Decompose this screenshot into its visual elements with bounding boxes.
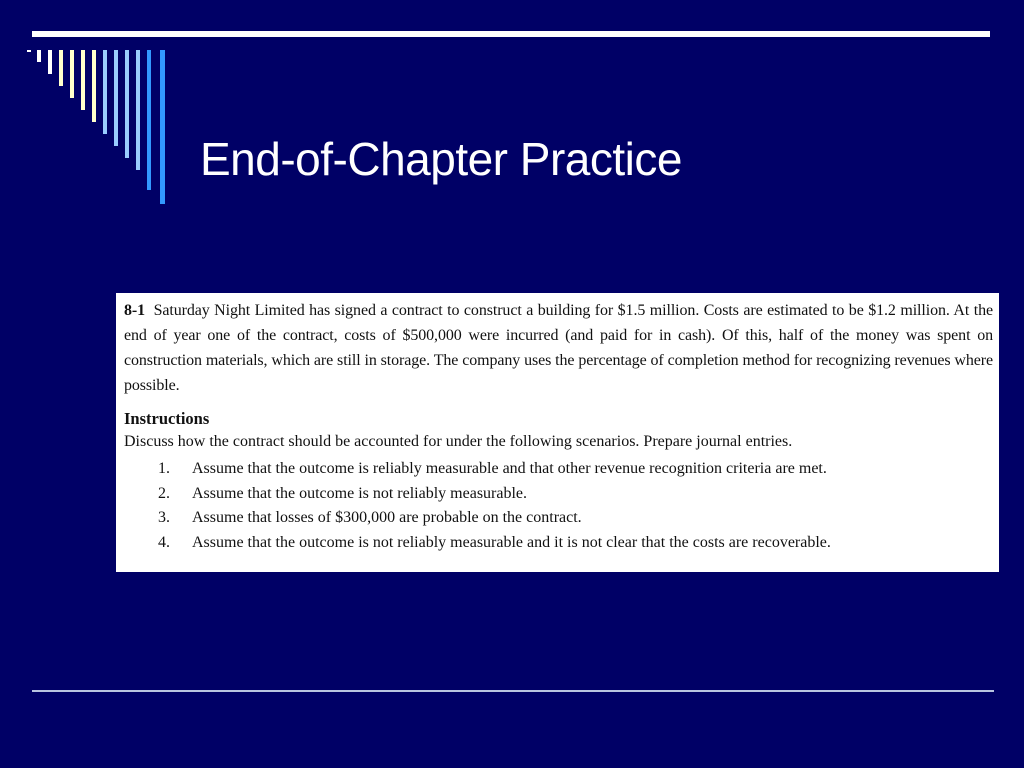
scenario-number: 4. bbox=[158, 533, 170, 551]
scenario-item bbox=[124, 457, 993, 482]
decorative-bars bbox=[0, 0, 180, 210]
decorative-bar bbox=[103, 50, 107, 134]
decorative-bar bbox=[70, 50, 74, 98]
scenario-list bbox=[124, 457, 993, 555]
scenario-text: Assume that losses of $300,000 are probable on the contract. bbox=[192, 509, 582, 526]
exercise-box bbox=[116, 293, 999, 572]
scenario-text: Assume that the outcome is not reliably measurable. bbox=[192, 484, 528, 502]
decorative-bar bbox=[136, 50, 140, 170]
decorative-bar bbox=[160, 50, 165, 204]
slide-title: End-of-Chapter Practice bbox=[200, 133, 682, 185]
scenario-number: 1. bbox=[158, 460, 170, 477]
decorative-bar bbox=[125, 50, 129, 158]
instructions-text: Discuss how the contract should be accounted for under the following scenarios. Prepare journal entries. bbox=[124, 433, 793, 450]
decorative-bar bbox=[92, 50, 96, 122]
scenario-number: 2. bbox=[158, 484, 170, 502]
decorative-bar bbox=[48, 50, 52, 74]
scenario-item bbox=[124, 506, 993, 531]
scenario-text: Assume that the outcome is not reliably measurable and it is not clear that the costs are recoverable. bbox=[192, 533, 831, 551]
problem-number: 8-1 bbox=[124, 302, 146, 319]
scenario-item bbox=[124, 482, 993, 507]
scenario-item bbox=[124, 531, 993, 556]
instructions-heading: Instructions bbox=[124, 409, 210, 428]
problem-text: Saturday Night Limited has signed a contract to construct a building for $1.5 million. Costs are estimated to be $1.2 million. At the end of year one of the contract, costs of $500,000 were incurred (and paid for in cash). Of this, half of the money was spent on construction materials, which are still in storage. The company uses the percentage of completion method for recognizing revenues where possible. bbox=[124, 302, 993, 394]
decorative-bar bbox=[27, 50, 31, 52]
decorative-bar bbox=[37, 50, 41, 62]
decorative-bar bbox=[114, 50, 118, 146]
decorative-bar bbox=[81, 50, 85, 110]
decorative-bar bbox=[147, 50, 151, 190]
scenario-text: Assume that the outcome is reliably measurable and that other revenue recognition criteria are met. bbox=[192, 460, 827, 477]
bottom-rule bbox=[32, 690, 994, 692]
decorative-bar bbox=[59, 50, 63, 86]
scenario-number: 3. bbox=[158, 509, 170, 526]
problem-statement bbox=[124, 298, 993, 398]
